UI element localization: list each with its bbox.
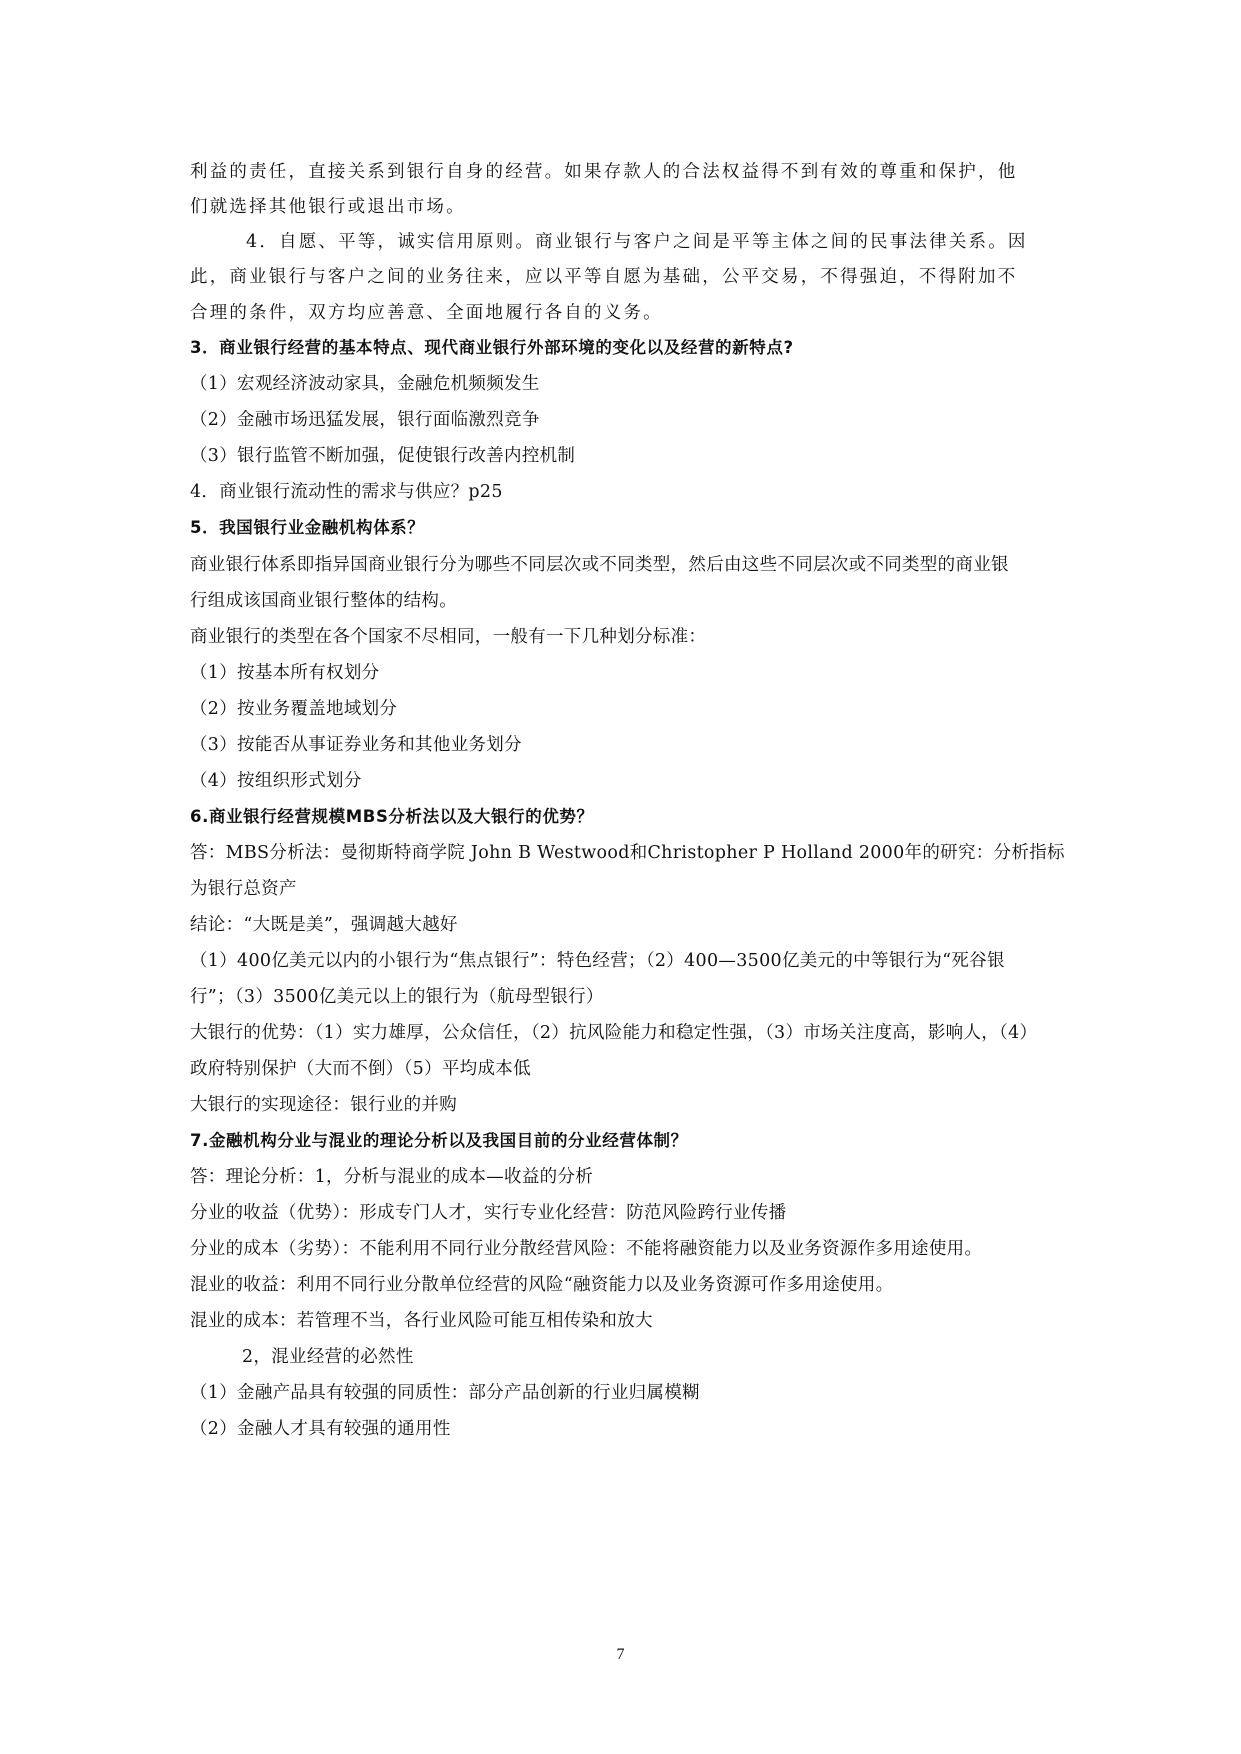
paragraph-line: 行组成该国商业银行整体的结构。 [190,591,457,611]
paragraph-line: 分业的成本（劣势）：不能利用不同行业分散经营风险：不能将融资能力以及业务资源作多用途使用。 [190,1239,983,1259]
list-item: （2）金融人才具有较强的通用性 [190,1419,451,1439]
paragraph-line: 混业的成本：若管理不当，各行业风险可能互相传染和放大 [190,1311,653,1331]
paragraph-line: 商业银行体系即指异国商业银行分为哪些不同层次或不同类型，然后由这些不同层次或不同类型的商业银 [190,555,1009,575]
list-item: （3）按能否从事证券业务和其他业务划分 [190,735,522,755]
paragraph-line: 行”；（3）3500亿美元以上的银行为（航母型银行） [190,987,604,1007]
section-heading-6: 6.商业银行经营规模MBS分析法以及大银行的优势？ [190,807,594,826]
list-item: （1）金融产品具有较强的同质性：部分产品创新的行业归属模糊 [190,1383,700,1403]
paragraph-line: 答：理论分析：1，分析与混业的成本—收益的分析 [190,1167,594,1187]
paragraph-line: 4．自愿、平等，诚实信用原则。商业银行与客户之间是平等主体之间的民事法律关系。因 [246,232,1028,252]
section-heading-3: 3．商业银行经营的基本特点、现代商业银行外部环境的变化以及经营的新特点? [190,338,794,357]
paragraph-line: 大银行的实现途径：银行业的并购 [190,1095,457,1115]
paragraph-line: 利益的责任，直接关系到银行自身的经营。如果存款人的合法权益得不到有效的尊重和保护，他 [190,162,1018,182]
page-number: 7 [616,1646,625,1663]
section-heading-7: 7.金融机构分业与混业的理论分析以及我国目前的分业经营体制？ [190,1131,688,1150]
paragraph-line: 大银行的优势：（1）实力雄厚，公众信任，（2）抗风险能力和稳定性强，（3）市场关注度高，影响人，（4） [190,1023,1038,1043]
list-item: （3）银行监管不断加强，促使银行改善内控机制 [190,446,576,466]
paragraph-line: 此，商业银行与客户之间的业务往来，应以平等自愿为基础，公平交易，不得强迫，不得附加不 [190,267,1018,287]
paragraph-line: 们就选择其他银行或退出市场。 [190,197,466,217]
paragraph-line: 结论：“大既是美”，强调越大越好 [190,915,458,935]
paragraph-line: 政府特别保护（大而不倒）（5）平均成本低 [190,1059,531,1079]
paragraph-line: 为银行总资产 [190,879,297,899]
list-item: （1）按基本所有权划分 [190,663,380,683]
paragraph-line: 混业的收益：利用不同行业分散单位经营的风险“融资能力以及业务资源可作多用途使用。 [190,1275,894,1295]
paragraph-line: 2，混业经营的必然性 [242,1347,414,1367]
list-item: （1）宏观经济波动家具，金融危机频频发生 [190,374,540,394]
paragraph-line: （1）400亿美元以内的小银行为“焦点银行”：特色经营；（2）400—3500亿美元的中等银行为“死谷银 [190,951,1005,971]
paragraph-line: 答：MBS分析法：曼彻斯特商学院 John B Westwood和Christopher P Holland 2000年的研究：分析指标 [190,843,1065,863]
paragraph-line: 分业的收益（优势）：形成专门人才，实行专业化经营：防范风险跨行业传播 [190,1203,787,1223]
list-item: （4）按组织形式划分 [190,771,362,791]
section-heading-4: 4．商业银行流动性的需求与供应？p25 [190,482,503,502]
list-item: （2）按业务覆盖地域划分 [190,699,398,719]
paragraph-line: 合理的条件，双方均应善意、全面地履行各自的义务。 [190,303,663,323]
paragraph-line: 商业银行的类型在各个国家不尽相同，一般有一下几种划分标准： [190,627,707,647]
section-heading-5: 5．我国银行业金融机构体系？ [190,518,425,537]
list-item: （2）金融市场迅猛发展，银行面临激烈竞争 [190,410,540,430]
